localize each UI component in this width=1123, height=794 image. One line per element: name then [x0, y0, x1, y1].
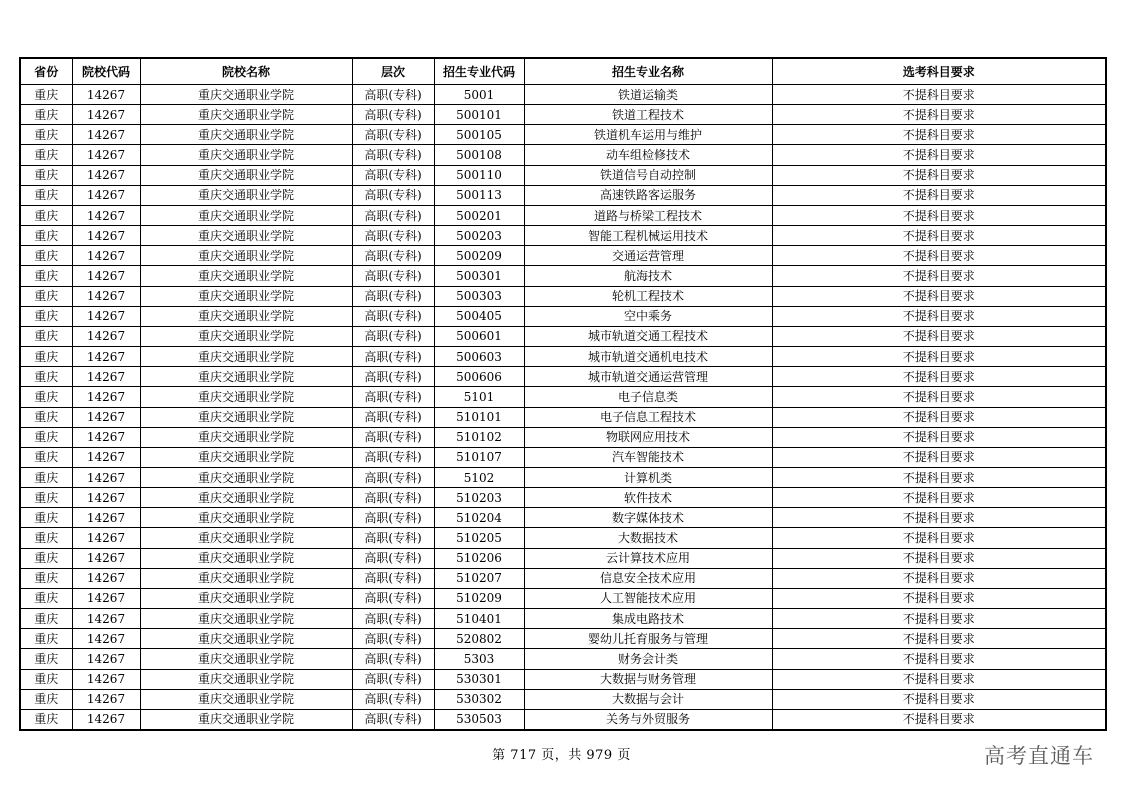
major-name-cell: 航海技术 — [524, 266, 772, 286]
column-header-major-name: 招生专业名称 — [524, 58, 772, 85]
province-cell: 重庆 — [20, 266, 72, 286]
major-name-cell: 铁道信号自动控制 — [524, 165, 772, 185]
major-code-cell: 5303 — [434, 649, 524, 669]
level-cell: 高职(专科) — [352, 609, 434, 629]
table-row — [20, 689, 1106, 709]
province-cell: 重庆 — [20, 528, 72, 548]
province-cell: 重庆 — [20, 427, 72, 447]
table-row — [20, 649, 1106, 669]
level-cell: 高职(专科) — [352, 85, 434, 105]
major-code-cell: 510401 — [434, 609, 524, 629]
province-cell: 重庆 — [20, 407, 72, 427]
subject-requirement-cell: 不提科目要求 — [772, 105, 1106, 125]
major-code-cell: 510206 — [434, 548, 524, 568]
province-cell: 重庆 — [20, 347, 72, 367]
school-name-cell: 重庆交通职业学院 — [140, 568, 352, 588]
table-row — [20, 568, 1106, 588]
column-header-school-code: 院校代码 — [72, 58, 140, 85]
table-row — [20, 588, 1106, 608]
subject-requirement-cell: 不提科目要求 — [772, 85, 1106, 105]
school-name-cell: 重庆交通职业学院 — [140, 407, 352, 427]
province-cell: 重庆 — [20, 629, 72, 649]
school-name-cell: 重庆交通职业学院 — [140, 508, 352, 528]
column-header-level: 层次 — [352, 58, 434, 85]
major-code-cell: 510203 — [434, 488, 524, 508]
major-code-cell: 530301 — [434, 669, 524, 689]
table-row — [20, 629, 1106, 649]
province-cell: 重庆 — [20, 609, 72, 629]
level-cell: 高职(专科) — [352, 226, 434, 246]
school-name-cell: 重庆交通职业学院 — [140, 488, 352, 508]
school-code-cell: 14267 — [72, 246, 140, 266]
major-name-cell: 大数据与会计 — [524, 689, 772, 709]
major-code-cell: 5102 — [434, 467, 524, 487]
table-header-row — [20, 58, 1106, 85]
table-row — [20, 669, 1106, 689]
major-name-cell: 汽车智能技术 — [524, 447, 772, 467]
table-body — [20, 85, 1106, 731]
school-code-cell: 14267 — [72, 387, 140, 407]
school-code-cell: 14267 — [72, 609, 140, 629]
table-row — [20, 347, 1106, 367]
table-row — [20, 145, 1106, 165]
major-name-cell: 轮机工程技术 — [524, 286, 772, 306]
school-code-cell: 14267 — [72, 165, 140, 185]
subject-requirement-cell: 不提科目要求 — [772, 205, 1106, 225]
school-code-cell: 14267 — [72, 407, 140, 427]
major-code-cell: 500110 — [434, 165, 524, 185]
province-cell: 重庆 — [20, 387, 72, 407]
table-row — [20, 205, 1106, 225]
major-name-cell: 铁道机车运用与维护 — [524, 125, 772, 145]
major-code-cell: 500101 — [434, 105, 524, 125]
table-row — [20, 165, 1106, 185]
school-name-cell: 重庆交通职业学院 — [140, 689, 352, 709]
level-cell: 高职(专科) — [352, 568, 434, 588]
major-name-cell: 人工智能技术应用 — [524, 588, 772, 608]
school-code-cell: 14267 — [72, 205, 140, 225]
major-name-cell: 电子信息工程技术 — [524, 407, 772, 427]
subject-requirement-cell: 不提科目要求 — [772, 226, 1106, 246]
school-code-cell: 14267 — [72, 669, 140, 689]
subject-requirement-cell: 不提科目要求 — [772, 185, 1106, 205]
table-row — [20, 326, 1106, 346]
school-name-cell: 重庆交通职业学院 — [140, 286, 352, 306]
subject-requirement-cell: 不提科目要求 — [772, 609, 1106, 629]
province-cell: 重庆 — [20, 205, 72, 225]
school-name-cell: 重庆交通职业学院 — [140, 266, 352, 286]
school-code-cell: 14267 — [72, 326, 140, 346]
major-name-cell: 关务与外贸服务 — [524, 709, 772, 730]
school-code-cell: 14267 — [72, 347, 140, 367]
major-name-cell: 交通运营管理 — [524, 246, 772, 266]
table-row — [20, 528, 1106, 548]
level-cell: 高职(专科) — [352, 669, 434, 689]
major-code-cell: 500201 — [434, 205, 524, 225]
school-name-cell: 重庆交通职业学院 — [140, 326, 352, 346]
level-cell: 高职(专科) — [352, 467, 434, 487]
major-code-cell: 510107 — [434, 447, 524, 467]
province-cell: 重庆 — [20, 548, 72, 568]
subject-requirement-cell: 不提科目要求 — [772, 709, 1106, 730]
school-code-cell: 14267 — [72, 306, 140, 326]
major-name-cell: 集成电路技术 — [524, 609, 772, 629]
table-row — [20, 125, 1106, 145]
table-row — [20, 306, 1106, 326]
table-row — [20, 105, 1106, 125]
school-code-cell: 14267 — [72, 447, 140, 467]
school-code-cell: 14267 — [72, 226, 140, 246]
school-code-cell: 14267 — [72, 588, 140, 608]
major-name-cell: 计算机类 — [524, 467, 772, 487]
major-name-cell: 信息安全技术应用 — [524, 568, 772, 588]
major-name-cell: 云计算技术应用 — [524, 548, 772, 568]
school-code-cell: 14267 — [72, 649, 140, 669]
subject-requirement-cell: 不提科目要求 — [772, 447, 1106, 467]
school-name-cell: 重庆交通职业学院 — [140, 548, 352, 568]
subject-requirement-cell: 不提科目要求 — [772, 246, 1106, 266]
school-name-cell: 重庆交通职业学院 — [140, 105, 352, 125]
subject-requirement-cell: 不提科目要求 — [772, 347, 1106, 367]
major-code-cell: 520802 — [434, 629, 524, 649]
province-cell: 重庆 — [20, 508, 72, 528]
level-cell: 高职(专科) — [352, 588, 434, 608]
table-row — [20, 367, 1106, 387]
school-name-cell: 重庆交通职业学院 — [140, 367, 352, 387]
school-name-cell: 重庆交通职业学院 — [140, 125, 352, 145]
province-cell: 重庆 — [20, 649, 72, 669]
table-row — [20, 246, 1106, 266]
major-code-cell: 500303 — [434, 286, 524, 306]
school-name-cell: 重庆交通职业学院 — [140, 145, 352, 165]
level-cell: 高职(专科) — [352, 488, 434, 508]
level-cell: 高职(专科) — [352, 105, 434, 125]
subject-requirement-cell: 不提科目要求 — [772, 467, 1106, 487]
major-name-cell: 城市轨道交通机电技术 — [524, 347, 772, 367]
subject-requirement-cell: 不提科目要求 — [772, 528, 1106, 548]
level-cell: 高职(专科) — [352, 548, 434, 568]
major-code-cell: 500301 — [434, 266, 524, 286]
table-row — [20, 286, 1106, 306]
major-code-cell: 500405 — [434, 306, 524, 326]
major-name-cell: 高速铁路客运服务 — [524, 185, 772, 205]
major-name-cell: 婴幼儿托育服务与管理 — [524, 629, 772, 649]
subject-requirement-cell: 不提科目要求 — [772, 266, 1106, 286]
school-code-cell: 14267 — [72, 286, 140, 306]
school-code-cell: 14267 — [72, 568, 140, 588]
school-name-cell: 重庆交通职业学院 — [140, 528, 352, 548]
school-name-cell: 重庆交通职业学院 — [140, 669, 352, 689]
major-name-cell: 铁道工程技术 — [524, 105, 772, 125]
school-code-cell: 14267 — [72, 85, 140, 105]
province-cell: 重庆 — [20, 125, 72, 145]
level-cell: 高职(专科) — [352, 367, 434, 387]
major-code-cell: 510205 — [434, 528, 524, 548]
province-cell: 重庆 — [20, 286, 72, 306]
major-code-cell: 510207 — [434, 568, 524, 588]
school-name-cell: 重庆交通职业学院 — [140, 467, 352, 487]
major-code-cell: 5101 — [434, 387, 524, 407]
major-name-cell: 大数据技术 — [524, 528, 772, 548]
level-cell: 高职(专科) — [352, 347, 434, 367]
school-name-cell: 重庆交通职业学院 — [140, 649, 352, 669]
table-row — [20, 488, 1106, 508]
subject-requirement-cell: 不提科目要求 — [772, 367, 1106, 387]
subject-requirement-cell: 不提科目要求 — [772, 548, 1106, 568]
subject-requirement-cell: 不提科目要求 — [772, 568, 1106, 588]
subject-requirement-cell: 不提科目要求 — [772, 306, 1106, 326]
province-cell: 重庆 — [20, 326, 72, 346]
province-cell: 重庆 — [20, 568, 72, 588]
province-cell: 重庆 — [20, 85, 72, 105]
school-name-cell: 重庆交通职业学院 — [140, 205, 352, 225]
school-name-cell: 重庆交通职业学院 — [140, 588, 352, 608]
province-cell: 重庆 — [20, 145, 72, 165]
province-cell: 重庆 — [20, 689, 72, 709]
province-cell: 重庆 — [20, 669, 72, 689]
level-cell: 高职(专科) — [352, 306, 434, 326]
table-row — [20, 467, 1106, 487]
province-cell: 重庆 — [20, 367, 72, 387]
table-row — [20, 447, 1106, 467]
level-cell: 高职(专科) — [352, 205, 434, 225]
major-name-cell: 城市轨道交通运营管理 — [524, 367, 772, 387]
table-row — [20, 185, 1106, 205]
school-name-cell: 重庆交通职业学院 — [140, 347, 352, 367]
table-row — [20, 85, 1106, 105]
level-cell: 高职(专科) — [352, 689, 434, 709]
school-code-cell: 14267 — [72, 709, 140, 730]
school-name-cell: 重庆交通职业学院 — [140, 447, 352, 467]
major-code-cell: 530503 — [434, 709, 524, 730]
school-code-cell: 14267 — [72, 266, 140, 286]
province-cell: 重庆 — [20, 165, 72, 185]
province-cell: 重庆 — [20, 246, 72, 266]
major-name-cell: 智能工程机械运用技术 — [524, 226, 772, 246]
province-cell: 重庆 — [20, 588, 72, 608]
school-code-cell: 14267 — [72, 467, 140, 487]
subject-requirement-cell: 不提科目要求 — [772, 125, 1106, 145]
school-code-cell: 14267 — [72, 508, 140, 528]
school-name-cell: 重庆交通职业学院 — [140, 246, 352, 266]
table-row — [20, 226, 1106, 246]
level-cell: 高职(专科) — [352, 387, 434, 407]
school-code-cell: 14267 — [72, 629, 140, 649]
school-code-cell: 14267 — [72, 367, 140, 387]
level-cell: 高职(专科) — [352, 709, 434, 730]
major-name-cell: 大数据与财务管理 — [524, 669, 772, 689]
province-cell: 重庆 — [20, 185, 72, 205]
school-name-cell: 重庆交通职业学院 — [140, 609, 352, 629]
table-row — [20, 387, 1106, 407]
major-name-cell: 软件技术 — [524, 488, 772, 508]
level-cell: 高职(专科) — [352, 326, 434, 346]
level-cell: 高职(专科) — [352, 508, 434, 528]
column-header-subject-requirement: 选考科目要求 — [772, 58, 1106, 85]
school-name-cell: 重庆交通职业学院 — [140, 709, 352, 730]
school-name-cell: 重庆交通职业学院 — [140, 85, 352, 105]
subject-requirement-cell: 不提科目要求 — [772, 669, 1106, 689]
school-name-cell: 重庆交通职业学院 — [140, 427, 352, 447]
school-code-cell: 14267 — [72, 125, 140, 145]
school-name-cell: 重庆交通职业学院 — [140, 165, 352, 185]
table-row — [20, 266, 1106, 286]
province-cell: 重庆 — [20, 467, 72, 487]
level-cell: 高职(专科) — [352, 286, 434, 306]
major-code-cell: 500203 — [434, 226, 524, 246]
school-name-cell: 重庆交通职业学院 — [140, 226, 352, 246]
level-cell: 高职(专科) — [352, 629, 434, 649]
major-code-cell: 500113 — [434, 185, 524, 205]
table-row — [20, 407, 1106, 427]
major-code-cell: 500601 — [434, 326, 524, 346]
school-name-cell: 重庆交通职业学院 — [140, 306, 352, 326]
major-name-cell: 财务会计类 — [524, 649, 772, 669]
subject-requirement-cell: 不提科目要求 — [772, 689, 1106, 709]
major-code-cell: 500606 — [434, 367, 524, 387]
major-name-cell: 道路与桥梁工程技术 — [524, 205, 772, 225]
table-row — [20, 508, 1106, 528]
province-cell: 重庆 — [20, 226, 72, 246]
major-code-cell: 510101 — [434, 407, 524, 427]
subject-requirement-cell: 不提科目要求 — [772, 508, 1106, 528]
major-code-cell: 5001 — [434, 85, 524, 105]
major-name-cell: 空中乘务 — [524, 306, 772, 326]
table-row — [20, 609, 1106, 629]
subject-requirement-cell: 不提科目要求 — [772, 588, 1106, 608]
major-code-cell: 510209 — [434, 588, 524, 608]
level-cell: 高职(专科) — [352, 266, 434, 286]
table-row — [20, 427, 1106, 447]
level-cell: 高职(专科) — [352, 145, 434, 165]
province-cell: 重庆 — [20, 306, 72, 326]
subject-requirement-cell: 不提科目要求 — [772, 488, 1106, 508]
level-cell: 高职(专科) — [352, 185, 434, 205]
level-cell: 高职(专科) — [352, 125, 434, 145]
level-cell: 高职(专科) — [352, 427, 434, 447]
column-header-major-code: 招生专业代码 — [434, 58, 524, 85]
level-cell: 高职(专科) — [352, 528, 434, 548]
level-cell: 高职(专科) — [352, 246, 434, 266]
province-cell: 重庆 — [20, 488, 72, 508]
subject-requirement-cell: 不提科目要求 — [772, 629, 1106, 649]
major-name-cell: 物联网应用技术 — [524, 427, 772, 447]
level-cell: 高职(专科) — [352, 407, 434, 427]
school-name-cell: 重庆交通职业学院 — [140, 629, 352, 649]
table-row — [20, 709, 1106, 730]
school-code-cell: 14267 — [72, 528, 140, 548]
school-code-cell: 14267 — [72, 145, 140, 165]
school-name-cell: 重庆交通职业学院 — [140, 185, 352, 205]
level-cell: 高职(专科) — [352, 165, 434, 185]
subject-requirement-cell: 不提科目要求 — [772, 649, 1106, 669]
major-name-cell: 城市轨道交通工程技术 — [524, 326, 772, 346]
subject-requirement-cell: 不提科目要求 — [772, 145, 1106, 165]
major-name-cell: 铁道运输类 — [524, 85, 772, 105]
school-code-cell: 14267 — [72, 427, 140, 447]
admissions-table — [19, 57, 1107, 731]
major-name-cell: 数字媒体技术 — [524, 508, 772, 528]
major-code-cell: 530302 — [434, 689, 524, 709]
column-header-province: 省份 — [20, 58, 72, 85]
province-cell: 重庆 — [20, 709, 72, 730]
school-code-cell: 14267 — [72, 488, 140, 508]
major-name-cell: 动车组检修技术 — [524, 145, 772, 165]
major-code-cell: 510102 — [434, 427, 524, 447]
level-cell: 高职(专科) — [352, 649, 434, 669]
subject-requirement-cell: 不提科目要求 — [772, 326, 1106, 346]
major-code-cell: 500209 — [434, 246, 524, 266]
major-code-cell: 500603 — [434, 347, 524, 367]
level-cell: 高职(专科) — [352, 447, 434, 467]
major-name-cell: 电子信息类 — [524, 387, 772, 407]
major-code-cell: 510204 — [434, 508, 524, 528]
table-row — [20, 548, 1106, 568]
school-code-cell: 14267 — [72, 689, 140, 709]
province-cell: 重庆 — [20, 447, 72, 467]
school-name-cell: 重庆交通职业学院 — [140, 387, 352, 407]
subject-requirement-cell: 不提科目要求 — [772, 387, 1106, 407]
subject-requirement-cell: 不提科目要求 — [772, 407, 1106, 427]
school-code-cell: 14267 — [72, 105, 140, 125]
major-code-cell: 500105 — [434, 125, 524, 145]
major-code-cell: 500108 — [434, 145, 524, 165]
school-code-cell: 14267 — [72, 548, 140, 568]
school-code-cell: 14267 — [72, 185, 140, 205]
column-header-school-name: 院校名称 — [140, 58, 352, 85]
subject-requirement-cell: 不提科目要求 — [772, 286, 1106, 306]
watermark-logo: 高考直通车 — [984, 744, 1094, 768]
province-cell: 重庆 — [20, 105, 72, 125]
subject-requirement-cell: 不提科目要求 — [772, 427, 1106, 447]
subject-requirement-cell: 不提科目要求 — [772, 165, 1106, 185]
page-number: 第 717 页，共 979 页 — [492, 748, 631, 763]
